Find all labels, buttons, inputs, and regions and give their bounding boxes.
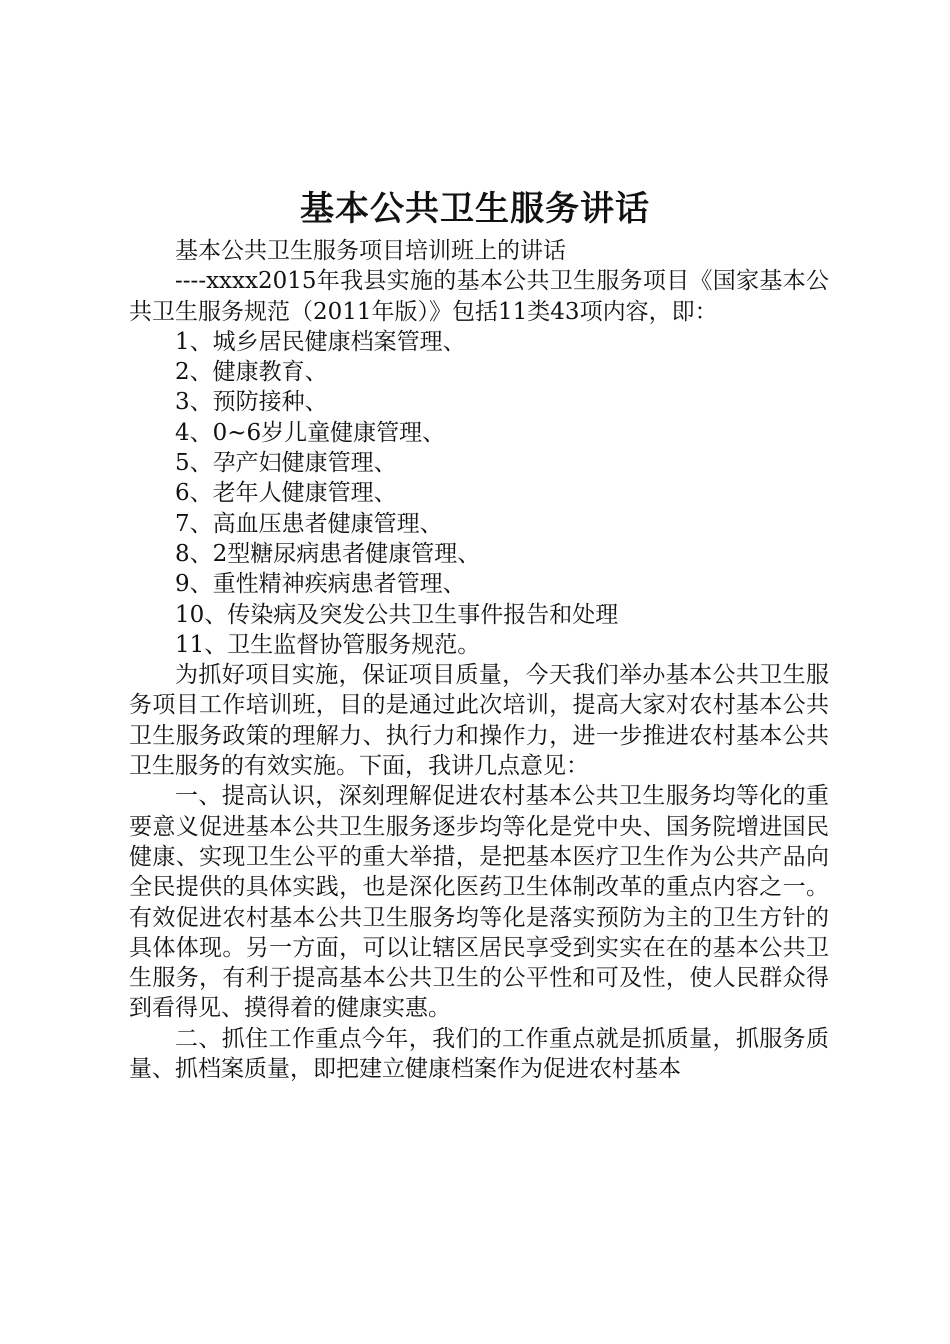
list-item: 8、2型糖尿病患者健康管理、: [175, 540, 481, 567]
list-item: 7、高血压患者健康管理、: [175, 510, 443, 537]
document-subtitle: 基本公共卫生服务项目培训班上的讲话: [175, 238, 566, 264]
list-item: 6、老年人健康管理、: [175, 480, 397, 507]
list-item: 3、预防接种、: [175, 389, 328, 416]
body-paragraph: 为抓好项目实施，保证项目质量，今天我们举办基本公共卫生服务项目工作培训班，目的是通过此次培训，提高大家对农村基本公共卫生服务政策的理解力、执行力和操作力，进一步推进农村基本公共卫生服务的有效实施。下面，我讲几点意见：: [129, 662, 829, 780]
list-item: 10、传染病及突发公共卫生事件报告和处理: [175, 601, 619, 628]
intro-paragraph: ----xxxx2015年我县实施的基本公共卫生服务项目《国家基本公共卫生服务规范（2011年版）》包括11类43项内容，即：: [129, 268, 829, 325]
document-title: 基本公共卫生服务讲话: [300, 189, 650, 229]
list-item: 2、健康教育、: [175, 359, 328, 386]
service-list: [129, 327, 829, 660]
list-item: 9、重性精神疾病患者管理、: [175, 571, 466, 598]
body-paragraph: 二、抓住工作重点今年，我们的工作重点就是抓质量，抓服务质量、抓档案质量，即把建立健康档案作为促进农村基本: [129, 1025, 829, 1083]
list-item: 11、卫生监督协管服务规范。: [175, 631, 481, 658]
document-body: [129, 236, 829, 1084]
list-item: 1、城乡居民健康档案管理、: [175, 328, 466, 355]
list-item: 5、孕产妇健康管理、: [175, 450, 397, 477]
list-item: 4、0~6岁儿童健康管理、: [175, 419, 446, 446]
body-paragraph: 一、提高认识，深刻理解促进农村基本公共卫生服务均等化的重要意义促进基本公共卫生服务逐步均等化是党中央、国务院增进国民健康、实现卫生公平的重大举措，是把基本医疗卫生作为公共产品向全民提供的具体实践，也是深化医药卫生体制改革的重点内容之一。有效促进农村基本公共卫生服务均等化是落实预防为主的卫生方针的具体体现。另一方面，可以让辖区居民享受到实实在在的基本公共卫生服务，有利于提高基本公共卫生的公平性和可及性，使人民群众得到看得见、摸得着的健康实惠。: [129, 783, 829, 1022]
